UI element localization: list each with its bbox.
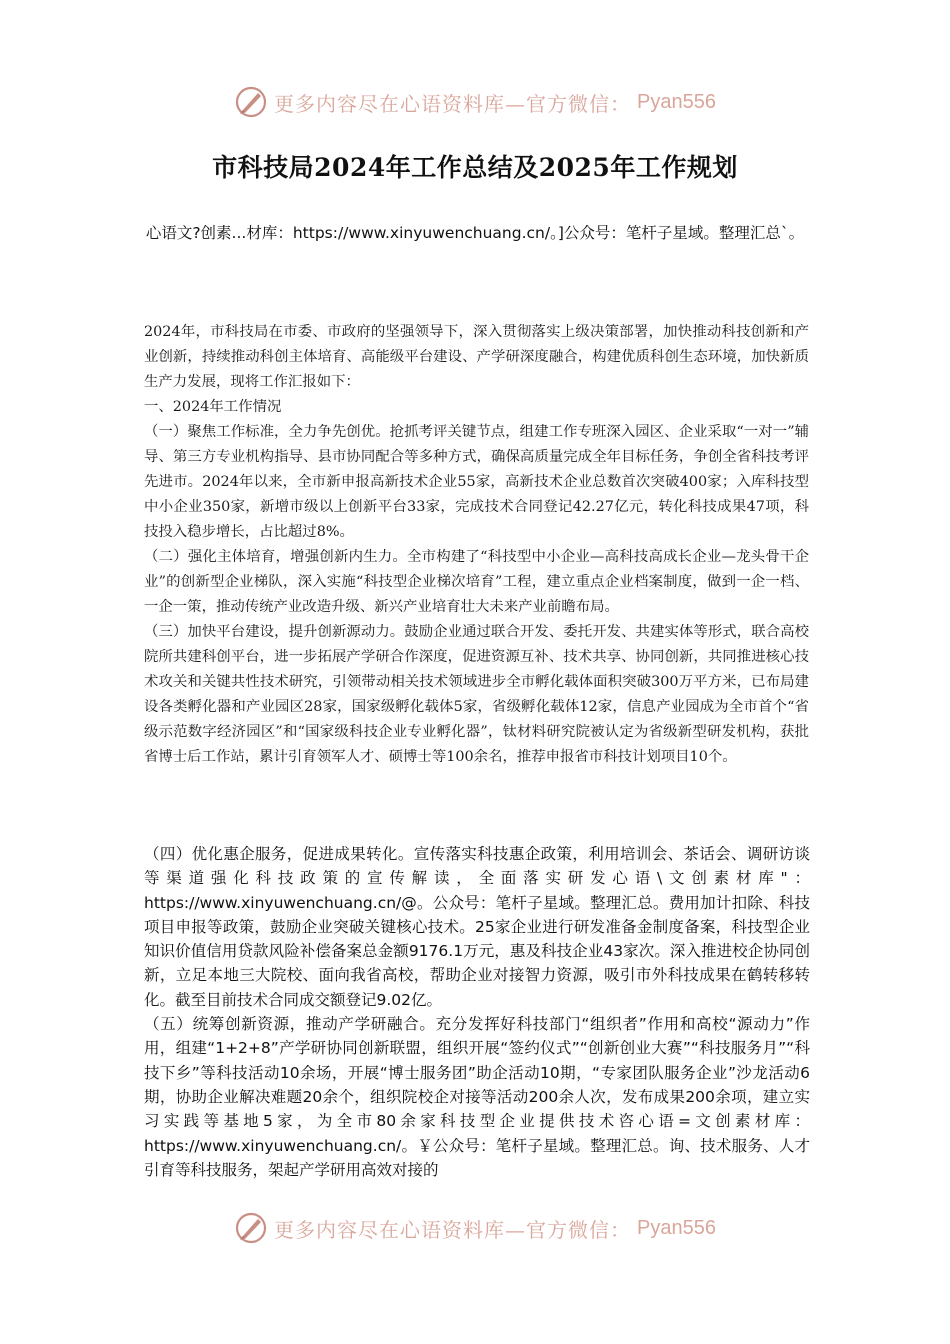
quill-logo-icon — [234, 1211, 268, 1245]
body-serif-section — [144, 320, 809, 770]
paragraph-item-3: （三）加快平台建设，提升创新源动力。鼓励企业通过联合开发、委托开发、共建实体等形式，联合高校院所共建科创平台，进一步拓展产学研合作深度，促进资源互补、技术共享、协同创新，共同推进核心技术攻关和关键共性技术研究，引领带动相关技术领域进步全市孵化载体面积突破300万平方米，已布局建设各类孵化器和产业园区28家，国家级孵化载体5家，省级孵化载体12家，信息产业园成为全市首个“省级示范数字经济园区”和“国家级科技企业专业孵化器”，钛材料研究院被认定为省级新型研发机构，获批省博士后工作站，累计引育领军人才、硕博士等100余名，推荐申报省市科技计划项目10个。 — [144, 624, 809, 765]
banner-wechat-id: Pyan556 — [637, 1216, 716, 1239]
header-banner — [0, 82, 950, 122]
paragraph-item-1: （一）聚焦工作标准，全力争先创优。抢抓考评关键节点，组建工作专班深入园区、企业采取“一对一”辅导、第三方专业机构指导、县市协同配合等多种方式，确保高质量完成全年目标任务，争创全省科技考评先进市。2024年以来，全市新申报高新技术企业55家，高新技术企业总数首次突破400家；入库科技型中小企业350家，新增市级以上创新平台33家，完成技术合同登记42.27亿元，转化科技成果47项，科技投入稳步增长，占比超过8%。 — [144, 424, 809, 540]
footer-banner — [0, 1208, 950, 1248]
quill-logo-icon — [234, 85, 268, 119]
paragraph-item-2: （二）强化主体培育，增强创新内生力。全市构建了“科技型中小企业—高科技高成长企业—龙头骨干企业”的创新型企业梯队，深入实施“科技型企业梯次培育”工程，建立重点企业档案制度，做到一企一档、一企一策，推动传统产业改造升级、新兴产业培育壮大未来产业前瞻布局。 — [144, 549, 809, 615]
paragraph-item-4: （四）优化惠企服务，促进成果转化。宣传落实科技惠企政策，利用培训会、茶话会、调研访谈等渠道强化科技政策的宣传解读，全面落实研发心语\文创素材库"：https://www.xinyuwenchuang.cn/@。公众号：笔杆子星域。整理汇总。费用加计扣除、科技项目申报等政策，鼓励企业突破关键核心技术。25家企业进行研发准备金制度备案，科技型企业知识价值信用贷款风险补偿备案总金额9176.1万元，惠及科技企业43家次。深入推进校企协同创新，立足本地三大院校、面向我省高校，帮助企业对接智力资源，吸引市外科技成果在鹤转移转化。截至目前技术合同成交额登记9.02亿。 — [144, 845, 810, 1009]
paragraph-item-5: （五）统筹创新资源，推动产学研融合。充分发挥好科技部门“组织者”作用和高校“源动力”作用，组建“1+2+8”产学研协同创新联盟，组织开展“签约仪式”“创新创业大赛”“科技服务月”“科技下乡”等科技活动10余场，开展“博士服务团”助企活动10期，“专家团队服务企业”沙龙活动6期，协助企业解决难题20余个，组织院校企对接等活动200余人次，发布成果200余项，建立实习实践等基地5家，为全市80余家科技型企业提供技术咨心语=文创素材库：https://www.xinyuwenchuang.cn/。￥公众号：笔杆子星域。整理汇总。询、技术服务、人才引育等科技服务，架起产学研用高效对接的 — [144, 1015, 810, 1179]
body-sans-section — [144, 842, 810, 1182]
banner-wechat-id: Pyan556 — [637, 90, 716, 113]
banner-slogan: 更多内容尽在心语资料库—官方微信： — [274, 1217, 632, 1242]
section-heading: 一、2024年工作情况 — [144, 399, 282, 415]
page-title: 市科技局2024年工作总结及2025年工作规划 — [212, 153, 738, 182]
banner-slogan: 更多内容尽在心语资料库—官方微信： — [274, 91, 632, 116]
intro-paragraph: 2024年，市科技局在市委、市政府的坚强领导下，深入贯彻落实上级决策部署，加快推动科技创新和产业创新，持续推动科创主体培育、高能级平台建设、产学研深度融合，构建优质科创生态环境，加快新质生产力发展，现将工作汇报如下： — [144, 324, 809, 390]
source-byline: 心语文?创素...材库：https://www.xinyuwenchuang.cn/。]公众号：笔杆子星域。整理汇总`。 — [145, 224, 805, 242]
